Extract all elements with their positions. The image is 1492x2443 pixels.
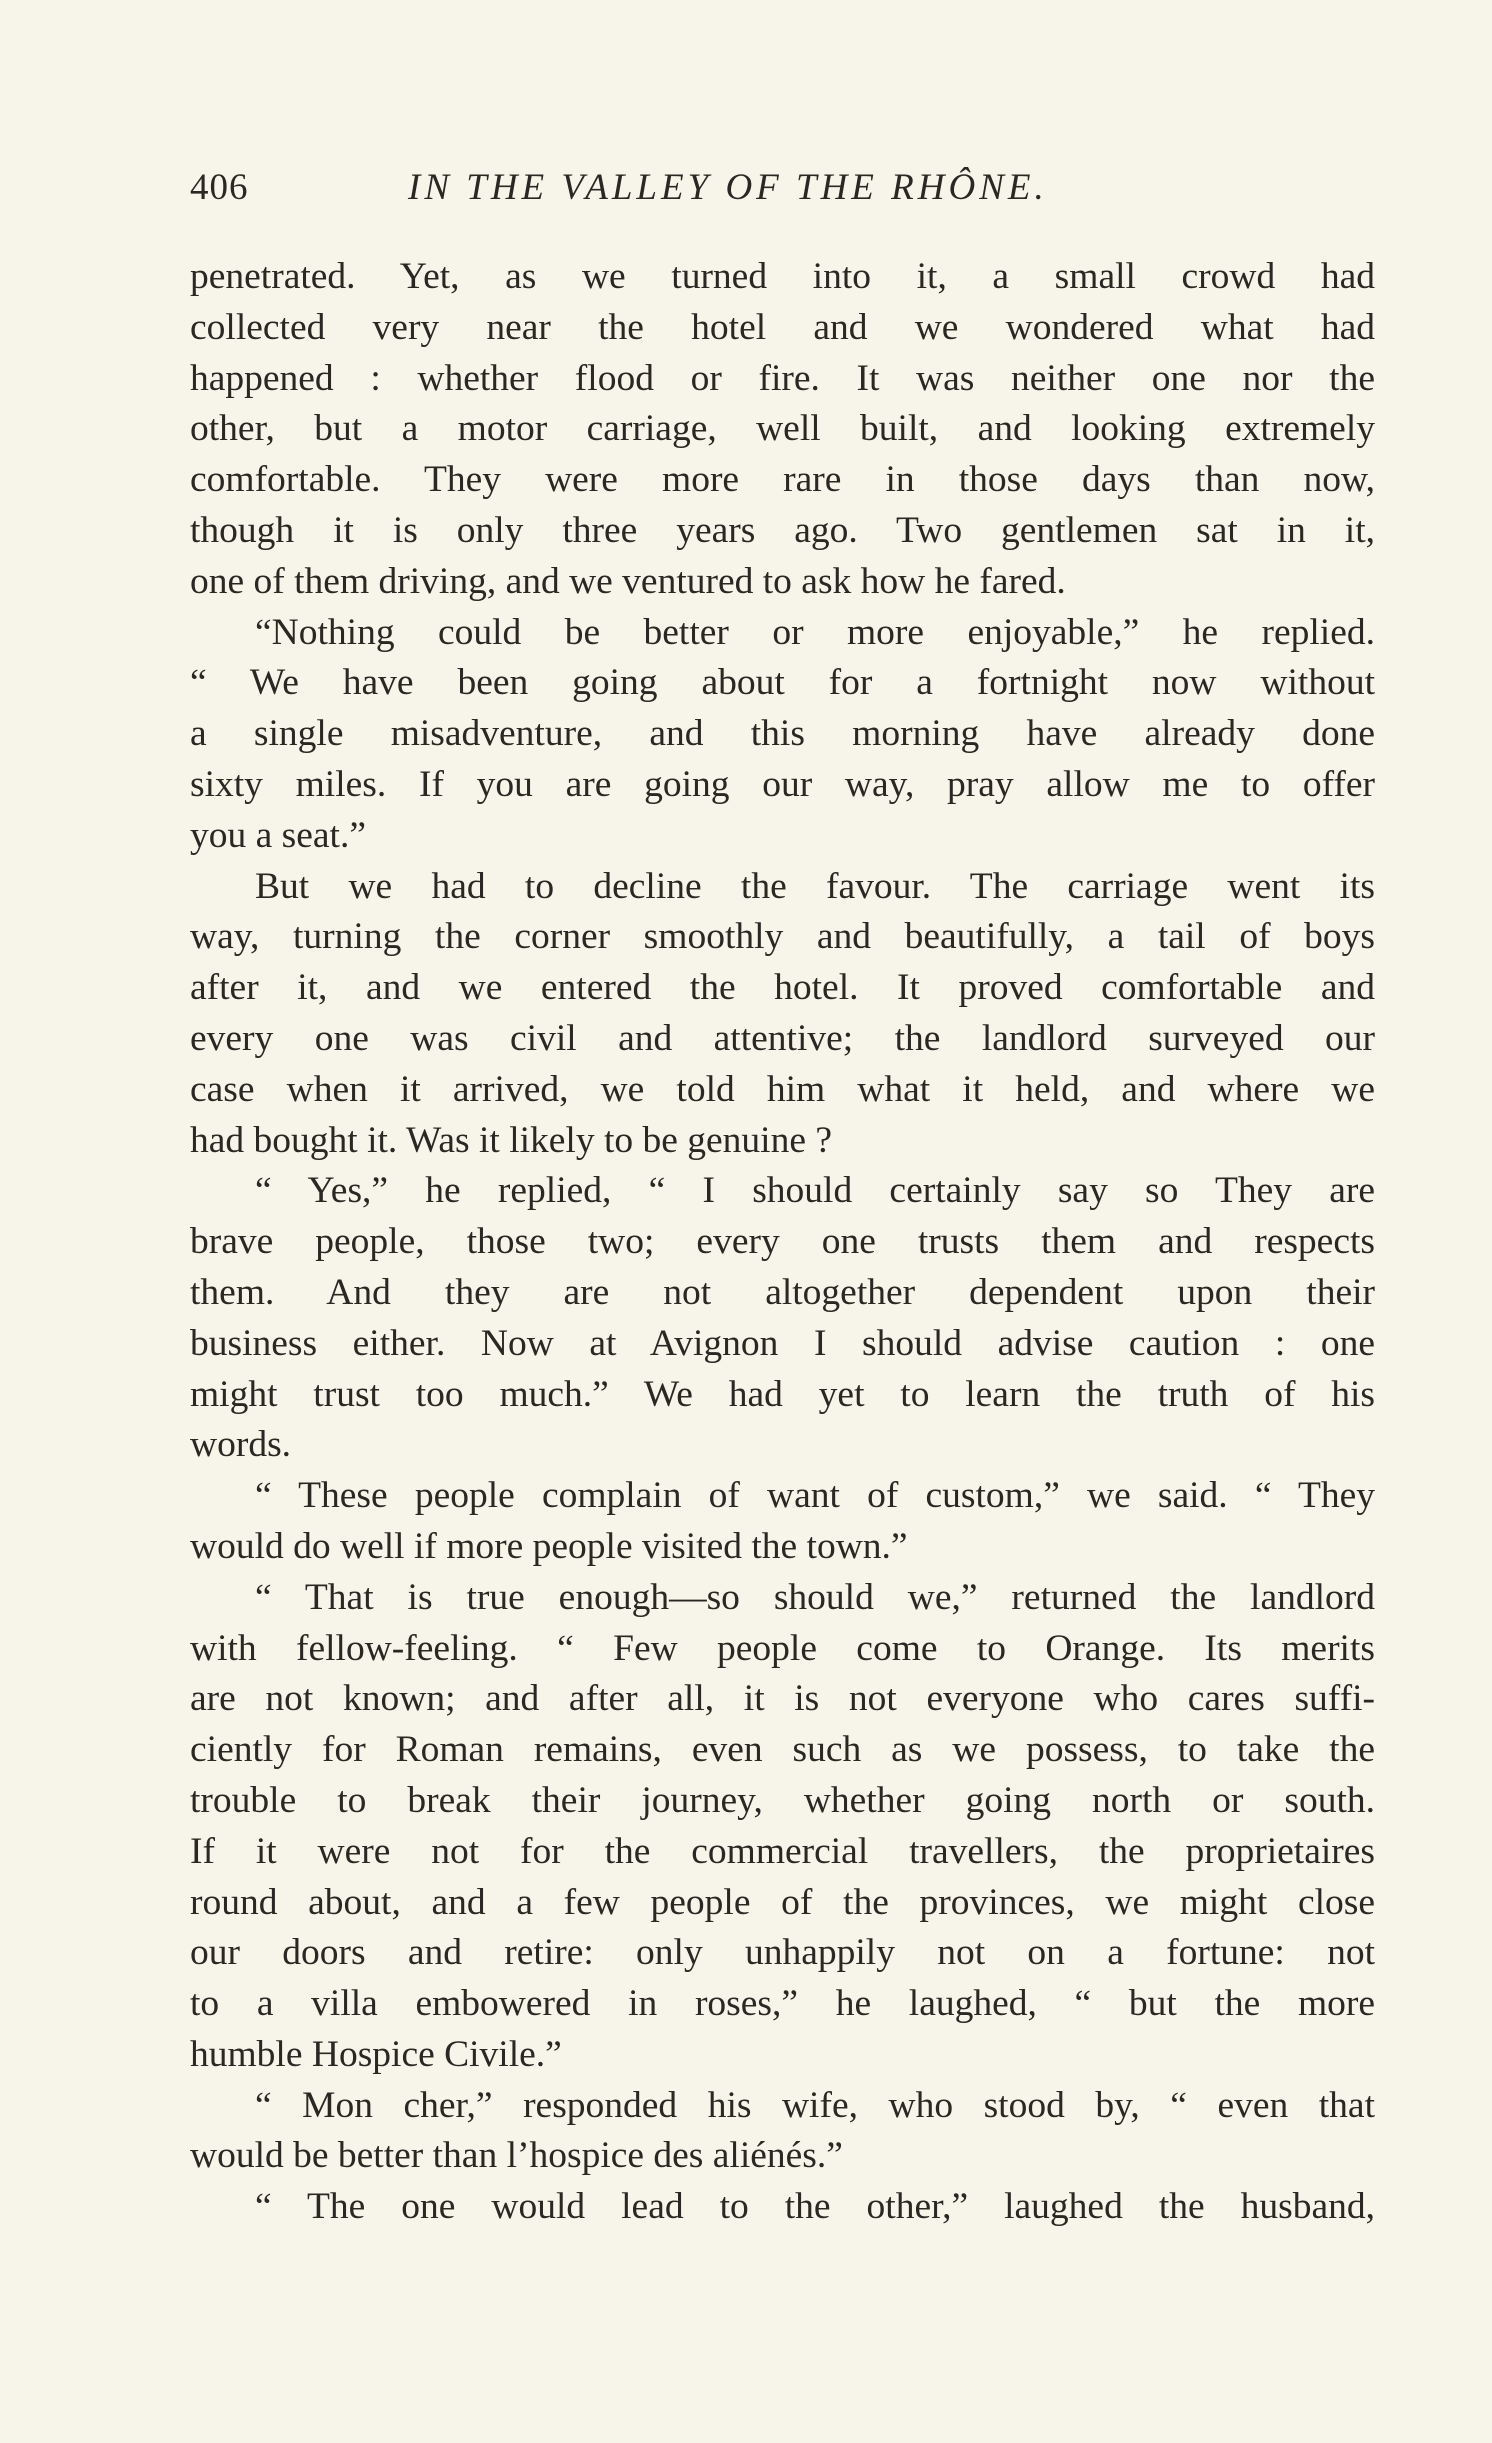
text-line: “ Yes,” he replied, “ I should certainly say so They are: [255, 1170, 1375, 1212]
text-line: way, turning the corner smoothly and beautifully, a tail of boys: [190, 916, 1375, 958]
text-line: one of them driving, and we ventured to ask how he fared.: [190, 560, 1066, 602]
text-line: though it is only three years ago. Two gentlemen sat in it,: [190, 509, 1375, 551]
text-line: “ These people complain of want of custom,” we said. “ They: [255, 1475, 1375, 1517]
text-line: penetrated. Yet, as we turned into it, a small crowd had: [190, 256, 1375, 297]
running-title: IN THE VALLEY OF THE RHÔNE.: [408, 167, 1048, 208]
text-line: you a seat.”: [190, 814, 366, 856]
page-header: [190, 160, 1375, 220]
text-line: to a villa embowered in roses,” he laughed, “ but the more: [190, 1983, 1375, 2025]
text-line: comfortable. They were more rare in those days than now,: [190, 459, 1375, 501]
text-line: But we had to decline the favour. The carriage went its: [255, 865, 1375, 907]
text-line: “ We have been going about for a fortnight now without: [190, 662, 1375, 704]
text-line: after it, and we entered the hotel. It proved comfortable and: [190, 967, 1375, 1009]
text-line: had bought it. Was it likely to be genuine ?: [190, 1119, 833, 1161]
text-line: humble Hospice Civile.”: [190, 2033, 562, 2075]
body-text: [190, 252, 1375, 2233]
text-line: happened : whether flood or fire. It was neither one nor the: [190, 357, 1375, 399]
page-number: 406: [190, 167, 249, 208]
text-line: collected very near the hotel and we wondered what had: [190, 306, 1375, 348]
text-line: sixty miles. If you are going our way, pray allow me to offer: [190, 763, 1375, 805]
text-line: would do well if more people visited the town.”: [190, 1525, 908, 1567]
text-line: with fellow-feeling. “ Few people come to Orange. Its merits: [190, 1627, 1375, 1669]
text-line: every one was civil and attentive; the landlord surveyed our: [190, 1017, 1375, 1059]
text-line: might trust too much.” We had yet to learn the truth of his: [190, 1373, 1375, 1415]
text-line: “Nothing could be better or more enjoyable,” he replied.: [255, 611, 1375, 653]
text-line: business either. Now at Avignon I should advise caution : one: [190, 1322, 1375, 1364]
text-line: other, but a motor carriage, well built, and looking extremely: [190, 408, 1375, 450]
text-line: our doors and retire: only unhappily not on a fortune: not: [190, 1932, 1375, 1974]
text-line: words.: [190, 1424, 292, 1466]
text-line: “ That is true enough—so should we,” returned the landlord: [255, 1576, 1375, 1618]
text-line: brave people, those two; every one trusts them and respects: [190, 1221, 1375, 1263]
text-line: “ Mon cher,” responded his wife, who stood by, “ even that: [255, 2084, 1375, 2126]
text-line: case when it arrived, we told him what it held, and where we: [190, 1068, 1375, 1110]
text-line: If it were not for the commercial travellers, the proprietaires: [190, 1830, 1375, 1872]
text-line: “ The one would lead to the other,” laughed the husband,: [255, 2186, 1375, 2228]
text-line: would be better than l’hospice des aliénés.”: [190, 2135, 843, 2177]
text-line: a single misadventure, and this morning have already done: [190, 713, 1375, 755]
text-line: are not known; and after all, it is not everyone who cares suffi-: [190, 1678, 1375, 1720]
text-line: them. And they are not altogether dependent upon their: [190, 1271, 1375, 1313]
text-line: trouble to break their journey, whether going north or south.: [190, 1779, 1375, 1821]
text-line: round about, and a few people of the provinces, we might close: [190, 1881, 1375, 1923]
text-line: ciently for Roman remains, even such as we possess, to take the: [190, 1729, 1375, 1771]
